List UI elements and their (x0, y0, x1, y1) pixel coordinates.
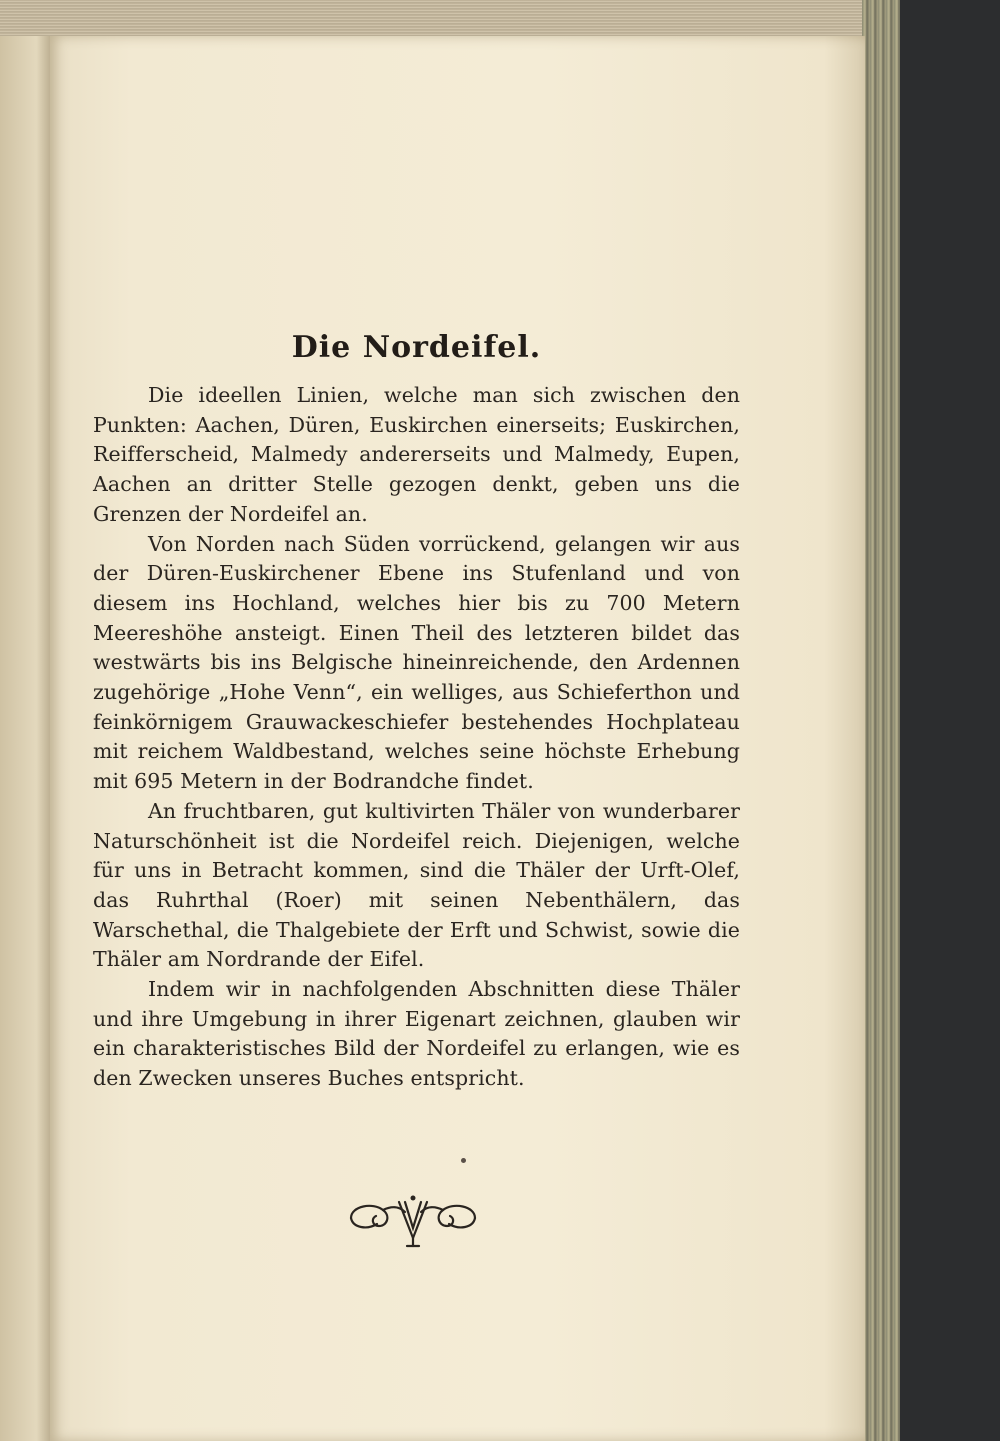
vignette-ornament-icon (343, 1188, 483, 1250)
chapter-title: Die Nordeifel. (291, 330, 542, 365)
paragraph-2: Von Norden nach Süden vorrückend, gelangen wir aus der Düren-Euskirchener Ebene ins Stufenland und von diesem ins Hochland, welches hier bis zu 700 Metern Meereshöhe ansteigt. Einen Theil des letzteren bildet das westwärts bis ins Belgische hineinreichende, den Ardennen zugehörige „Hohe Venn“, ein welliges, aus Schieferthon und feinkörnigem Grauwackeschiefer bestehendes Hochplateau mit reichem Waldbestand, welches seine höchste Erhebung mit 695 Metern in der Bodrandche findet. (93, 531, 740, 794)
paragraph-3: An fruchtbaren, gut kultivirten Thäler von wunderbarer Naturschönheit ist die Nordeifel reich. Diejenigen, welche für uns in Betracht kommen, sind die Thäler der Urft-Olef, das Ruhrthal (Roer) mit seinen Nebenthälern, das Warschethal, die Thalgebiete der Erft und Schwist, sowie die Thäler am Nordrande der Eifel. (93, 798, 740, 972)
paragraph-1: Die ideellen Linien, welche man sich zwischen den Punkten: Aachen, Düren, Euskirchen einerseits; Euskirchen, Reifferscheid, Malmedy andererseits und Malmedy, Eupen, Aachen an dritter Stelle gezogen denkt, geben uns die Grenzen der Nordeifel an. (93, 383, 740, 526)
ink-dot (461, 1158, 466, 1163)
paragraph-4: Indem wir in nachfolgenden Abschnitten diese Thäler und ihre Umgebung in ihrer Eigenart zeichnen, glauben wir ein charakteristisches Bild der Nordeifel zu erlangen, wie es den Zwecken unseres Buches entspricht. (93, 977, 740, 1091)
page-stack-edge (0, 0, 900, 40)
page-content (93, 330, 740, 1094)
facing-page-edge (0, 36, 52, 1441)
book-cover-edge (862, 0, 900, 1441)
scanner-margin (900, 0, 1000, 1441)
